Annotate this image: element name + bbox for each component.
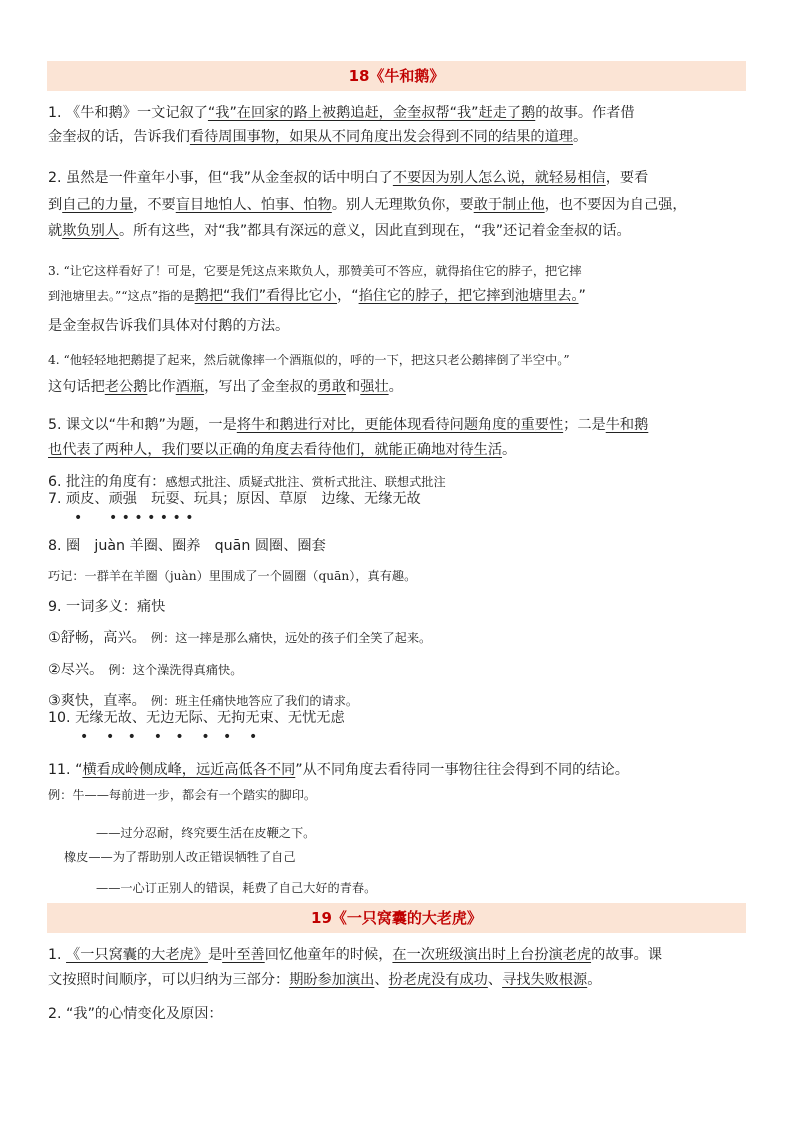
s18-p6: 6. 批注的角度有：感想式批注、质疑式批注、赏析式批注、联想式批注 bbox=[48, 474, 446, 490]
s18-p3-line2: 到池塘里去。”“这点”指的是鹅把“我们”看得比它小，“掐住它的脖子，把它摔到池塘里去。” bbox=[48, 288, 586, 304]
s18-p1-line2: 金奎叔的话，告诉我们看待周围事物，如果从不同角度出发会得到不同的结果的道理。 bbox=[48, 129, 588, 145]
s18-example4: ——一心订正别人的错误，耗费了自己大好的青春。 bbox=[96, 881, 377, 895]
s18-p4-line2: 这句话把老公鹅比作酒瓶，写出了金奎叔的勇敢和强壮。 bbox=[48, 379, 403, 395]
s19-p2: 2. “我”的心情变化及原因： bbox=[48, 1006, 223, 1022]
section-18-title: 18《牛和鹅》 bbox=[47, 61, 746, 91]
s18-p2-line1: 2. 虽然是一件童年小事，但“我”从金奎叔的话中明白了不要因为别人怎么说，就轻易相信，要看 bbox=[48, 170, 649, 186]
s19-p1-line1: 1. 《一只窝囊的大老虎》是叶至善回忆他童年的时候，在一次班级演出时上台扮演老虎的故事。课 bbox=[48, 947, 663, 963]
s18-p11: 11. “横看成岭侧成峰，远近高低各不同”从不同角度去看待同一事物往往会得到不同的结论。 bbox=[48, 762, 629, 778]
s19-p1-line2: 文按照时间顺序，可以归纳为三部分：期盼参加演出、扮老虎没有成功、寻找失败根源。 bbox=[48, 972, 602, 988]
s18-p5-line1: 5. 课文以“牛和鹅”为题，一是将牛和鹅进行对比，更能体现看待问题角度的重要性；二是牛和鹅 bbox=[48, 417, 649, 433]
s18-example3: 橡皮——为了帮助别人改正错误牺牲了自己 bbox=[64, 850, 296, 864]
section-19-title: 19《一只窝囊的大老虎》 bbox=[47, 903, 746, 933]
emphasis-dots-p10: • • • • • • • • bbox=[80, 729, 258, 745]
s18-p7: 7. 顽皮、顽强 玩耍、玩具；原因、草原 边缘、无缘无故 bbox=[48, 491, 421, 507]
s18-p3-line3: 是金奎叔告诉我们具体对付鹅的方法。 bbox=[48, 318, 290, 334]
s18-p9-meaning3: ③爽快，直率。 例：班主任痛快地答应了我们的请求。 bbox=[48, 693, 359, 709]
s18-example2: ——过分忍耐，终究要生活在皮鞭之下。 bbox=[96, 826, 316, 840]
s18-p5-line2: 也代表了两种人，我们要以正确的角度去看待他们，就能正确地对待生活。 bbox=[48, 442, 517, 458]
s18-p10: 10. 无缘无故、无边无际、无拘无束、无忧无虑 bbox=[48, 710, 345, 726]
s18-p8-tip: 巧记：一群羊在羊圈（juàn）里围成了一个圆圈（quān），真有趣。 bbox=[48, 569, 417, 583]
s18-p9: 9. 一词多义：痛快 bbox=[48, 599, 166, 615]
s18-p9-meaning1: ①舒畅，高兴。 例：这一摔是那么痛快，远处的孩子们全笑了起来。 bbox=[48, 630, 432, 646]
emphasis-dots-p7: • • • • • • • • bbox=[74, 510, 194, 526]
s18-p2-line3: 就欺负别人。所有这些，对“我”都具有深远的意义，因此直到现在，“我”还记着金奎叔的话。 bbox=[48, 223, 631, 239]
s18-p8: 8. 圈 juàn 羊圈、圈养 quān 圆圈、圈套 bbox=[48, 538, 326, 554]
s18-example1: 例：牛——每前进一步，都会有一个踏实的脚印。 bbox=[48, 788, 317, 802]
s18-p1-line1: 1. 《牛和鹅》一文记叙了“我”在回家的路上被鹅追赶，金奎叔帮“我”赶走了鹅的故事。作者借 bbox=[48, 105, 635, 121]
s18-p9-meaning2: ②尽兴。 例：这个澡洗得真痛快。 bbox=[48, 662, 243, 678]
s18-p3-line1: 3. “让它这样看好了！可是，它要是凭这点来欺负人，那赞美可不答应，就得掐住它的脖子，把它摔 bbox=[48, 264, 582, 278]
s18-p4-line1: 4. “他轻轻地把鹅提了起来，然后就像摔一个酒瓶似的，呼的一下，把这只老公鹅摔倒了半空中。” bbox=[48, 353, 570, 367]
s18-p2-line2: 到自己的力量，不要盲目地怕人、怕事、怕物。别人无理欺负你，要敢于制止他，也不要因为自己强， bbox=[48, 197, 687, 213]
